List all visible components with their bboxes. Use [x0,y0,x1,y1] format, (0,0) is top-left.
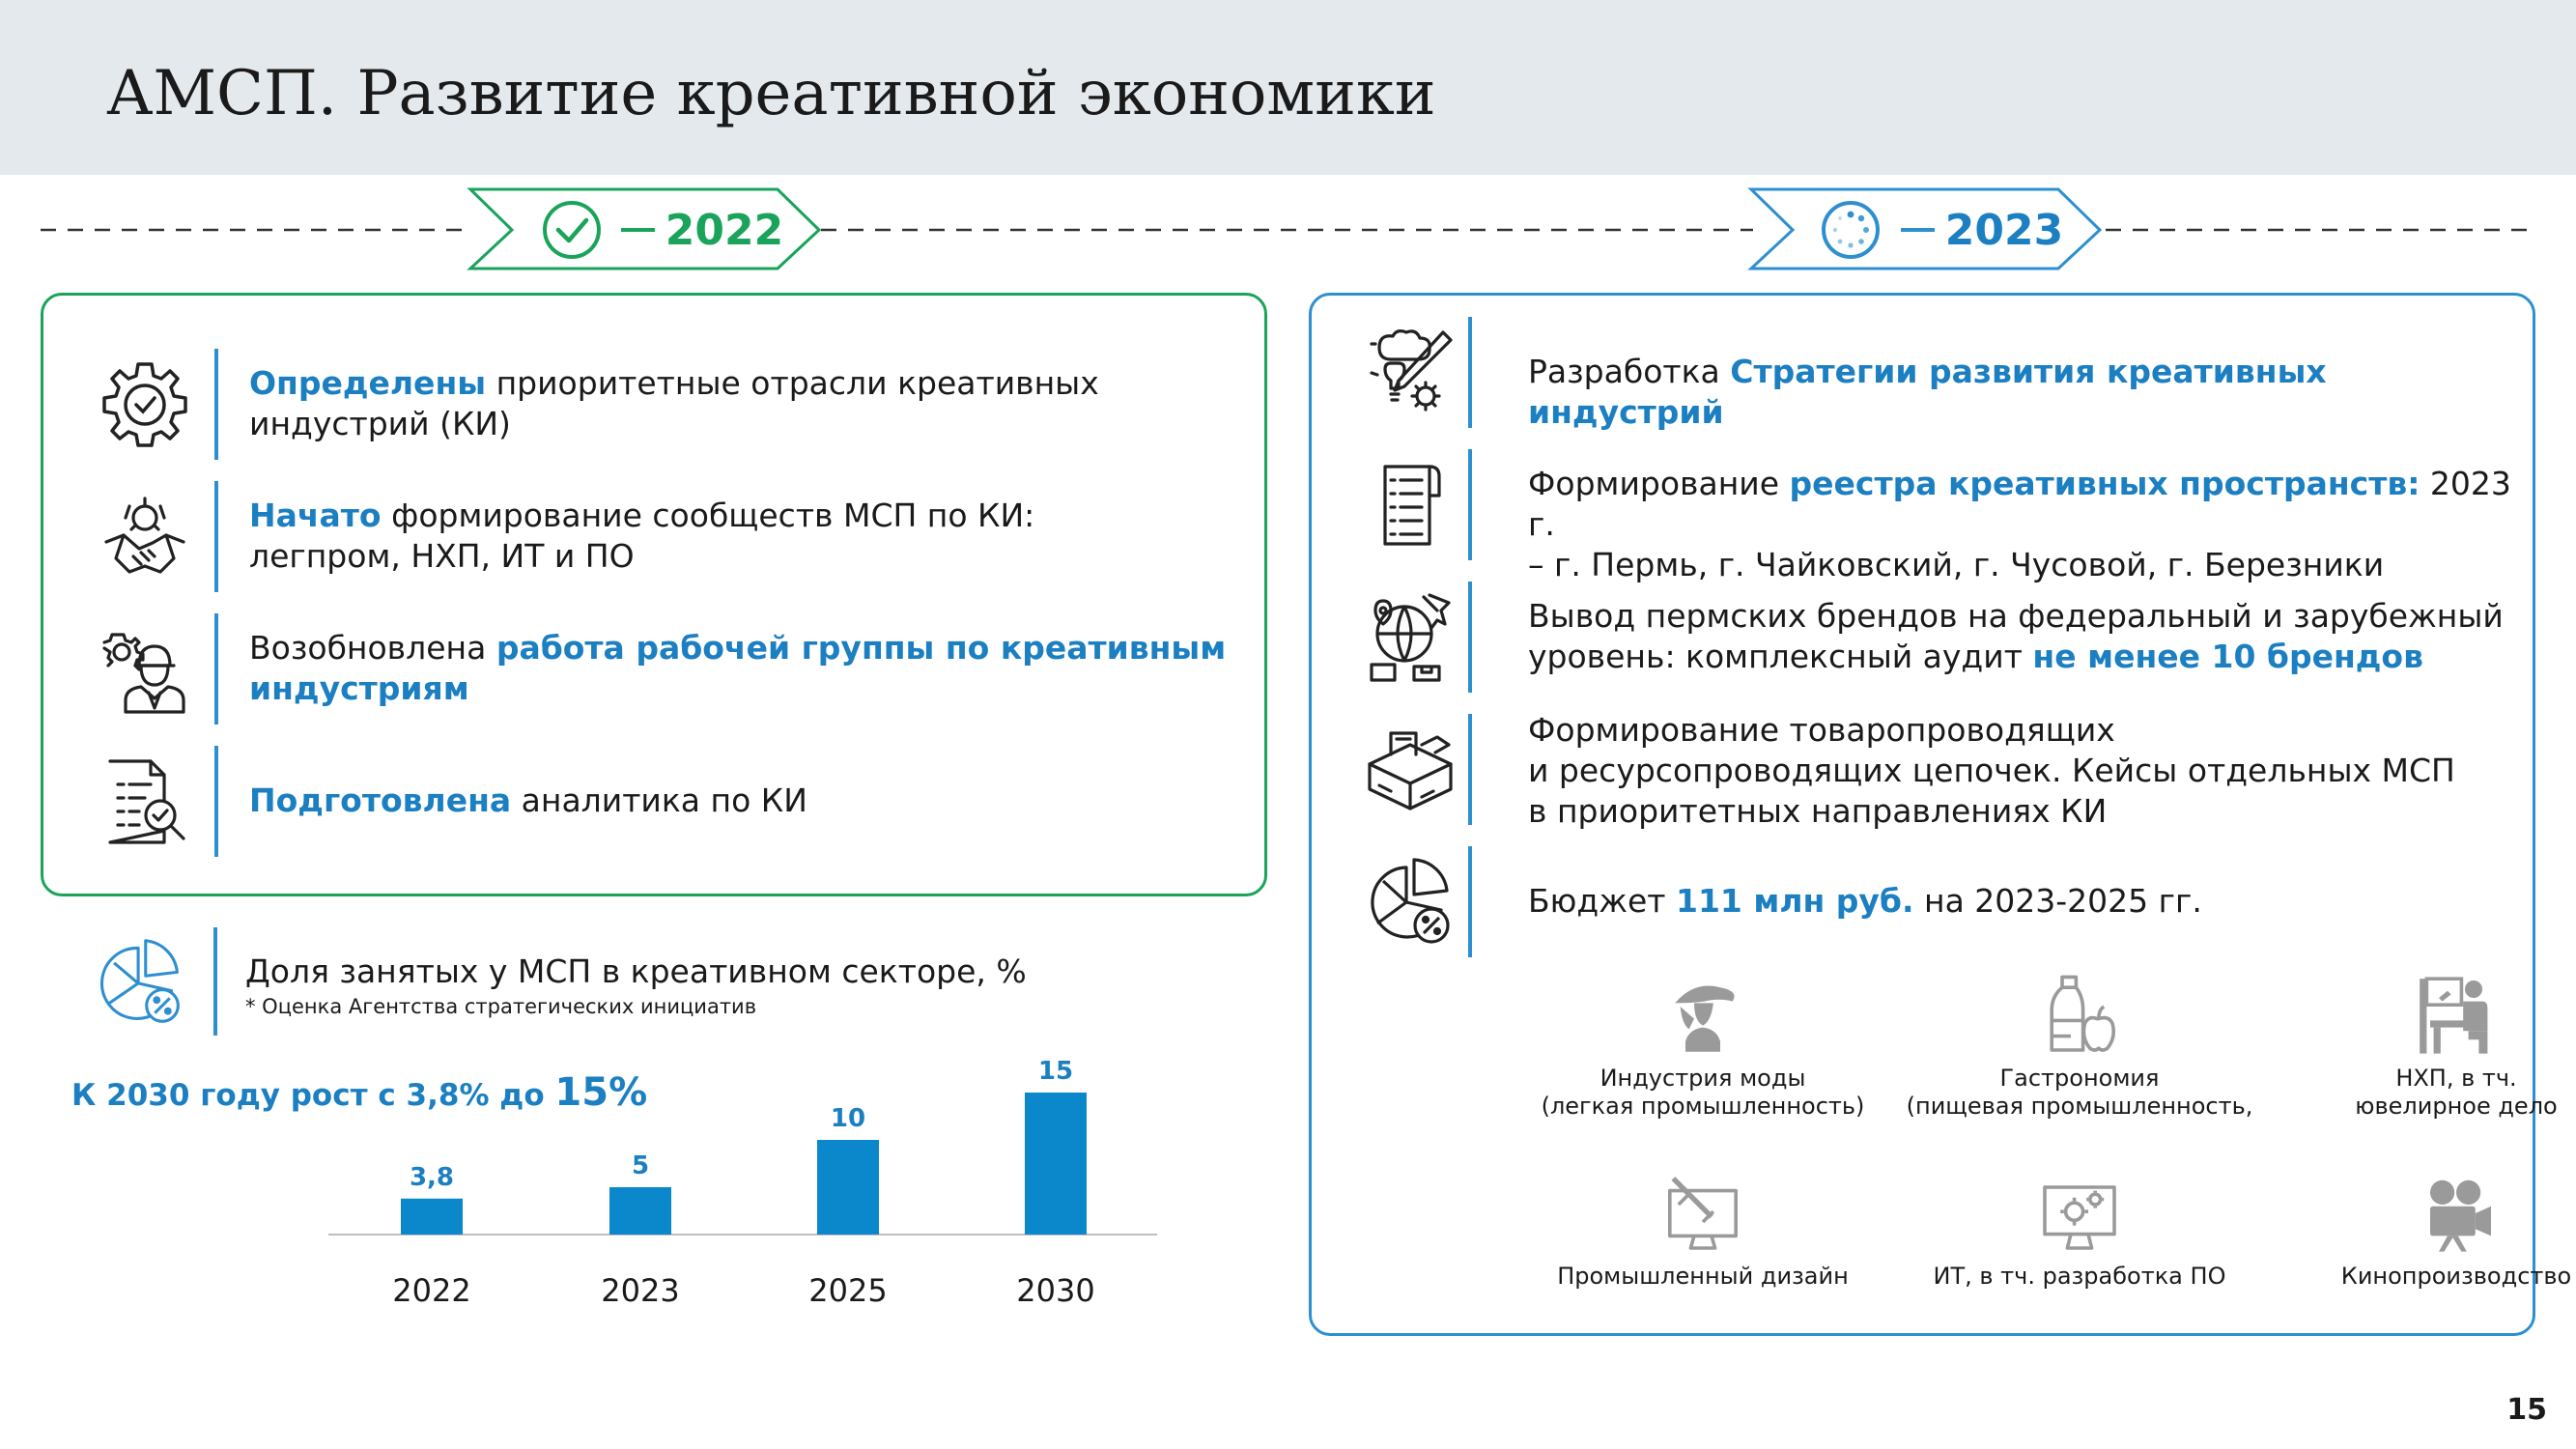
pie-percent-icon [1362,854,1458,951]
handshake-gear-icon [97,489,193,585]
worker-gear-icon [97,621,193,718]
item-2022-2-text-line2: легпром, НХП, ИТ и ПО [249,537,635,575]
document-search-icon [97,753,193,850]
x-tick-label-2025: 2025 [808,1272,888,1309]
item-2023-2-text: Формирование [1528,465,1790,502]
year-2022-label: 2022 [665,206,784,255]
item-2022-1-text-line2: индустрий (КИ) [249,405,511,442]
page-number: 15 [2506,1393,2547,1427]
x-tick-label-2030: 2030 [1016,1272,1095,1309]
item-2022-1-text: приоритетные отрасли креативных [486,364,1099,402]
share-separator [213,927,217,1036]
item-2022-3-highlight-line2: индустриям [249,669,469,707]
item-2023-4-text-line3: в приоритетных направлениях КИ [1528,792,2108,830]
growth-prefix: К 2030 году рост с 3,8% до [71,1078,555,1113]
bar-2023 [609,1187,671,1235]
globe-plane-icon [1362,589,1458,686]
item-2022-3 [43,613,1264,724]
panel-2022 [41,293,1267,896]
item-2023-3 [1312,582,2533,693]
item-2023-4 [1312,711,2533,830]
item-2023-4-text-line1: Формирование товаропроводящих [1528,711,2115,749]
item-2023-2-text-line2: – г. Пермь, г. Чайковский, г. Чусовой, г. Березники [1528,546,2385,583]
boxes-icon [1362,722,1458,818]
item-2023-3-text: Вывод пермских брендов на федеральный и зарубежный [1528,597,2504,635]
item-2023-3-highlight: не менее 10 брендов [2032,638,2423,675]
item-2023-1-text: Разработка [1528,353,1731,390]
item-2023-1 [1312,317,2533,431]
bar-value-label-2030: 15 [1037,1057,1074,1086]
growth-value: 15% [554,1070,648,1115]
pen-gear-bulb-icon [1362,325,1458,421]
bar-value-label-2025: 10 [830,1104,866,1133]
item-2022-1-highlight: Определены [249,364,487,402]
item-2022-4 [43,746,1264,857]
item-2023-5-text-rest: на 2023-2025 гг. [1913,882,2202,920]
category-industrial-design-line1: Промышленный дизайн [1557,1263,1849,1290]
share-title: Доля занятых у МСП в креативном секторе, % [245,952,1027,990]
fashion-hat-icon [1659,972,1746,1059]
category-industrial-design [1500,1170,1906,1291]
category-it [1877,1170,2282,1291]
category-crafts [2253,972,2576,1121]
category-fashion-line1: Индустрия моды [1599,1065,1806,1092]
gear-check-icon [97,356,193,453]
category-gastronomy-line1: Гастрономия [1999,1065,2160,1092]
item-2022-2 [43,481,1264,592]
item-2022-2-highlight: Начато [249,497,382,534]
item-2022-2-text: формирование сообществ МСП по КИ: [381,497,1035,534]
item-2023-2-text-year: 2023 г. [1528,465,2511,543]
category-film [2253,1170,2576,1291]
share-note: * Оценка Агентства стратегических инициатив [245,995,757,1018]
bottle-apple-icon [2036,972,2123,1059]
item-2023-2-highlight: реестра креативных пространств: [1789,465,2420,502]
bar-value-label-2023: 5 [631,1151,650,1180]
page-title: АМСП. Развитие креативной экономики [106,58,1436,129]
item-2022-3-highlight: работа рабочей группы по креативным [495,629,1227,667]
monitor-design-icon [1659,1170,1746,1257]
item-2023-5-highlight: 111 млн руб. [1675,882,1914,920]
category-gastronomy-line2: (пищевая промышленность, [1906,1093,2253,1120]
x-tick-label-2022: 2022 [392,1272,471,1309]
checklist-icon [1362,457,1458,554]
item-2022-4-text: аналитика по КИ [511,781,807,819]
item-2023-2 [1312,449,2533,583]
item-2022-3-text: Возобновлена [249,629,496,667]
employment-share-bar-chart [319,1048,1169,1319]
timeline [0,184,2576,280]
year-2023-label: 2023 [1944,206,2064,255]
bar-2025 [817,1140,879,1235]
monitor-gears-icon [2036,1170,2123,1257]
item-2022-1 [43,349,1264,460]
category-crafts-line1: НХП, в тч. [2395,1065,2517,1092]
item-2023-5 [1312,846,2533,957]
bar-value-label-2022: 3,8 [409,1162,455,1192]
item-2022-4-highlight: Подготовлена [249,781,512,819]
pie-percent-icon-blue [94,935,186,1028]
category-fashion [1500,972,1906,1121]
category-film-line1: Кинопроизводство [2340,1263,2572,1290]
category-it-line1: ИТ, в тч. разработка ПО [1933,1263,2226,1290]
bar-2030 [1025,1093,1087,1235]
panel-2023 [1309,293,2572,1336]
film-camera-icon [2413,1170,2500,1257]
item-2023-5-text: Бюджет [1528,882,1676,920]
item-2023-1-highlight: Стратегии развития креативных индустрий [1528,353,2327,431]
category-fashion-line2: (легкая промышленность) [1541,1093,1865,1120]
category-gastronomy [1877,972,2282,1121]
x-tick-label-2023: 2023 [601,1272,680,1309]
item-2023-3-text-line2: уровень: комплексный аудит [1528,638,2033,675]
category-crafts-line2: ювелирное дело [2355,1093,2558,1120]
item-2023-4-text-line2: и ресурсопроводящих цепочек. Кейсы отдельных МСП [1528,752,2455,789]
craftsman-icon [2413,972,2500,1059]
bar-2022 [401,1199,463,1235]
